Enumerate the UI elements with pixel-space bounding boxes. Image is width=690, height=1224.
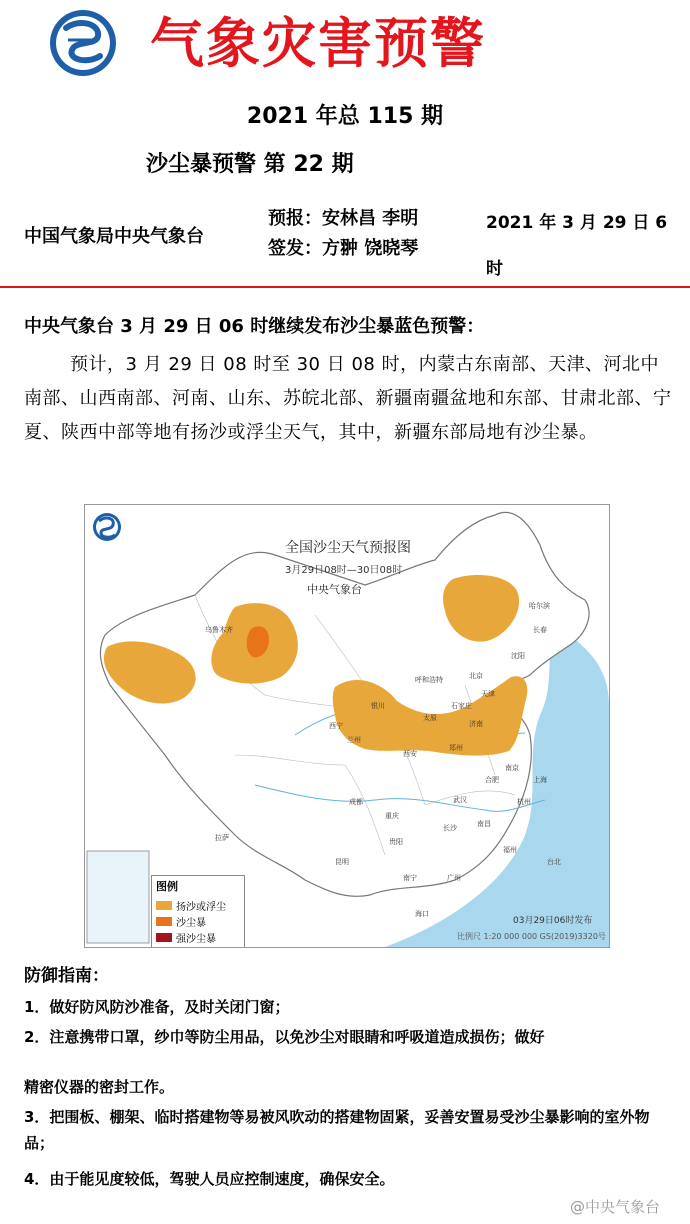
map-issue-note: 03月29日06时发布 [513, 916, 593, 926]
city-label: 广州 [447, 874, 461, 882]
city-label: 乌鲁木齐 [205, 626, 233, 634]
warning-title: 气象灾害预警 [150, 11, 486, 75]
issuing-agency: 中国气象局中央气象台 [24, 226, 204, 247]
issue-time: 2021 年 3 月 29 日 6 时 [486, 213, 668, 279]
city-label: 昆明 [335, 858, 349, 866]
city-label: 沈阳 [511, 652, 525, 660]
legend-item-severe [156, 930, 216, 945]
approver: 签发：方翀 饶晓琴 [268, 238, 419, 259]
guide-item: 1．做好防风防沙准备，及时关闭门窗； [24, 998, 290, 1016]
city-label: 兰州 [347, 736, 361, 744]
map-logo-icon [93, 513, 121, 541]
city-label: 贵阳 [389, 838, 403, 846]
guide-title: 防御指南： [24, 966, 109, 986]
city-label: 石家庄 [451, 702, 472, 710]
city-label: 西安 [403, 750, 417, 758]
city-label: 长春 [533, 626, 547, 634]
city-label: 上海 [533, 776, 547, 784]
legend-title: 图例 [156, 880, 178, 893]
legend-label: 沙尘暴 [176, 918, 206, 929]
city-label: 哈尔滨 [529, 602, 550, 610]
city-label: 重庆 [385, 812, 399, 820]
legend-label: 扬沙或浮尘 [176, 902, 226, 913]
city-label: 武汉 [453, 796, 467, 804]
city-label: 福州 [503, 846, 517, 854]
red-divider [0, 286, 690, 288]
guide-item: 4．由于能见度较低，驾驶人员应控制速度，确保安全。 [24, 1170, 395, 1188]
signers-block [268, 204, 418, 264]
city-label: 南宁 [403, 874, 417, 882]
city-label: 太原 [423, 714, 437, 722]
city-label: 北京 [469, 672, 483, 680]
weibo-watermark: @中央气象台 [570, 1198, 661, 1216]
cma-logo [48, 6, 118, 80]
city-label: 长沙 [443, 824, 457, 832]
city-label: 呼和浩特 [415, 676, 443, 684]
guide-item: 3．把围板、棚架、临时搭建物等易被风吹动的搭建物固紧，妥善安置易受沙尘暴影响的室外物品； [24, 1108, 650, 1152]
city-label: 合肥 [485, 776, 499, 784]
legend-swatch [156, 933, 172, 942]
guide-item: 2．注意携带口罩，纱巾等防尘用品，以免沙尘对眼睛和呼吸道造成损伤；做好 [24, 1028, 545, 1046]
map-title: 全国沙尘天气预报图 [285, 540, 411, 556]
city-label: 海口 [415, 910, 429, 918]
map-period: 3月29日08时—30日08时 [285, 565, 403, 576]
city-label: 拉萨 [215, 834, 229, 842]
forecasters: 预报：安林昌 李明 [268, 208, 419, 229]
map-scale: 比例尺 1:20 000 000 GS(2019)3320号 [457, 932, 606, 941]
south-sea-inset [87, 851, 149, 943]
legend-item-sandstorm [156, 914, 206, 929]
city-label: 杭州 [517, 798, 531, 806]
city-label: 台北 [547, 858, 561, 866]
city-label: 郑州 [449, 744, 463, 752]
legend-swatch [156, 917, 172, 926]
map-legend [151, 875, 245, 948]
dust-forecast-map [84, 504, 610, 948]
bulletin-body: 预计，3 月 29 日 08 时至 30 日 08 时，内蒙古东南部、天津、河北中南部、山西南部、河南、山东、苏皖北部、新疆南疆盆地和东部、甘肃北部、宁夏、陕西中部等地有扬沙或浮尘天气，其中，新疆东部局地有沙尘暴。 [24, 354, 672, 443]
city-label: 济南 [469, 720, 483, 728]
city-label: 南昌 [477, 820, 491, 828]
legend-item-dust [156, 898, 226, 913]
map-agency: 中央气象台 [307, 583, 362, 596]
city-label: 南京 [505, 764, 519, 772]
city-label: 银川 [371, 702, 385, 710]
legend-swatch [156, 901, 172, 910]
city-label: 天津 [481, 690, 495, 698]
city-label: 西宁 [329, 722, 343, 730]
legend-label: 强沙尘暴 [176, 934, 216, 945]
guide-item: 精密仪器的密封工作。 [24, 1078, 175, 1096]
sub-issue-number: 沙尘暴预警 第 22 期 [146, 152, 354, 177]
bulletin-headline: 中央气象台 3 月 29 日 06 时继续发布沙尘暴蓝色预警： [24, 316, 485, 337]
city-label: 成都 [349, 798, 363, 806]
issue-number: 2021 年总 115 期 [246, 104, 444, 129]
